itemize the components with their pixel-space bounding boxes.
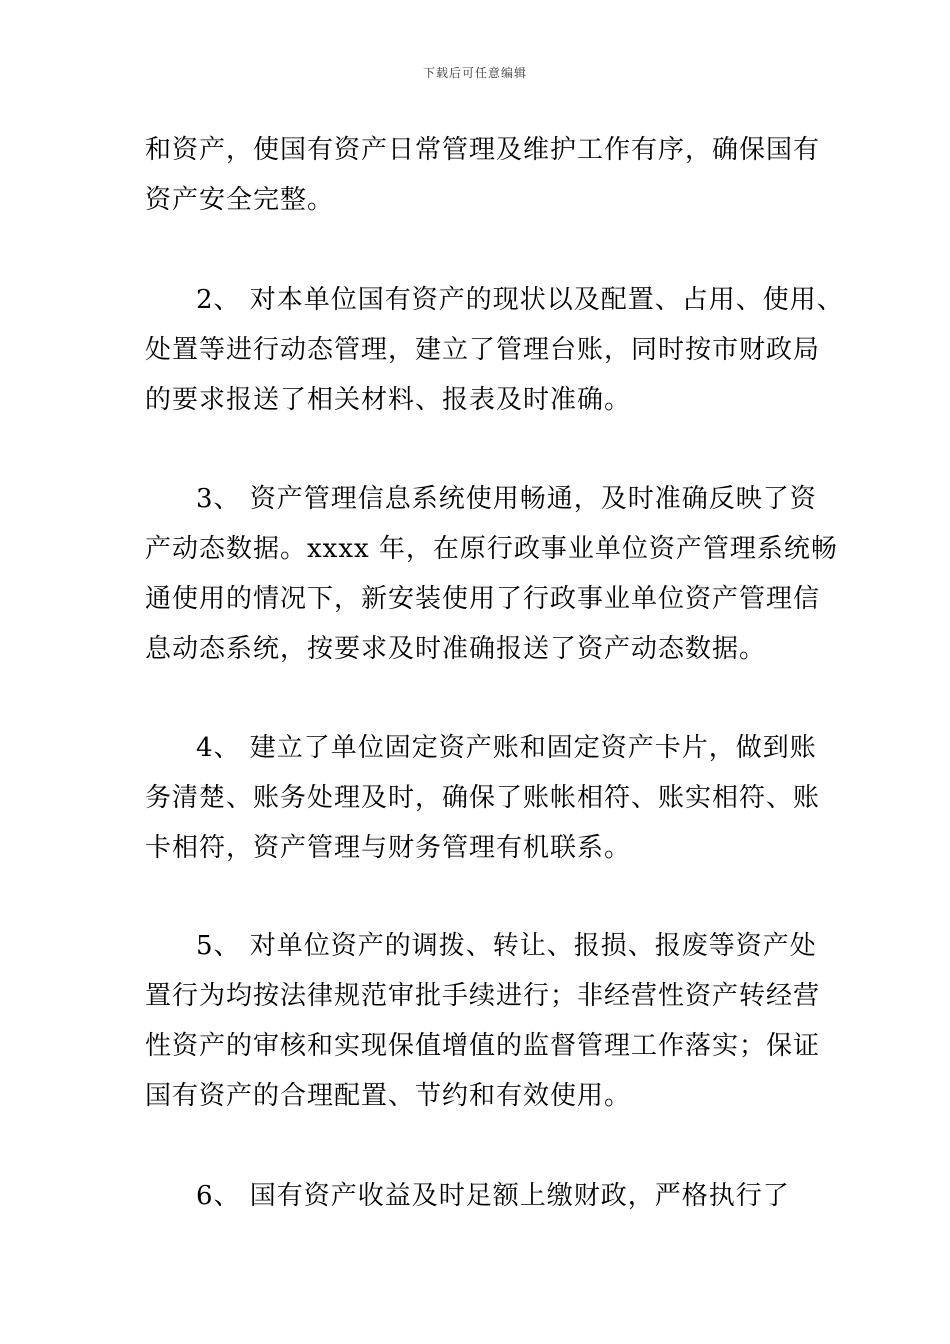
paragraph-2-first-line: 2、 对本单位国有资产的现状以及配置、占用、使用、 <box>196 285 844 315</box>
text-line: 置行为均按法律规范审批手续进行；非经营性资产转经营 <box>145 981 821 1011</box>
text-line: 务清楚、账务处理及时，确保了账帐相符、账实相符、账 <box>145 783 821 813</box>
text-line: 产动态数据。xxxx 年，在原行政事业单位资产管理系统畅 <box>145 534 838 564</box>
paragraph-5-first-line: 5、 对单位资产的调拨、转让、报损、报废等资产处 <box>196 931 817 961</box>
text-line: 卡相符，资产管理与财务管理有机联系。 <box>145 833 632 863</box>
paragraph-3-first-line: 3、 资产管理信息系统使用畅通，及时准确反映了资 <box>196 484 817 514</box>
text-line: 和资产，使国有资产日常管理及维护工作有序，确保国有 <box>145 135 821 165</box>
text-line: 通使用的情况下，新安装使用了行政事业单位资产管理信 <box>145 584 821 614</box>
paragraph-4-first-line: 4、 建立了单位固定资产账和固定资产卡片，做到账 <box>196 733 817 763</box>
text-line: 国有资产的合理配置、节约和有效使用。 <box>145 1081 632 1111</box>
text-line: 的要求报送了相关材料、报表及时准确。 <box>145 385 632 415</box>
text-line: 处置等进行动态管理，建立了管理台账，同时按市财政局 <box>145 335 821 365</box>
paragraph-6-first-line: 6、 国有资产收益及时足额上缴财政，严格执行了 <box>196 1181 790 1211</box>
page-header: 下载后可任意编辑 <box>422 66 527 80</box>
text-line: 息动态系统，按要求及时准确报送了资产动态数据。 <box>145 634 767 664</box>
text-line: 性资产的审核和实现保值增值的监督管理工作落实；保证 <box>145 1031 821 1061</box>
text-line: 资产安全完整。 <box>145 185 335 215</box>
